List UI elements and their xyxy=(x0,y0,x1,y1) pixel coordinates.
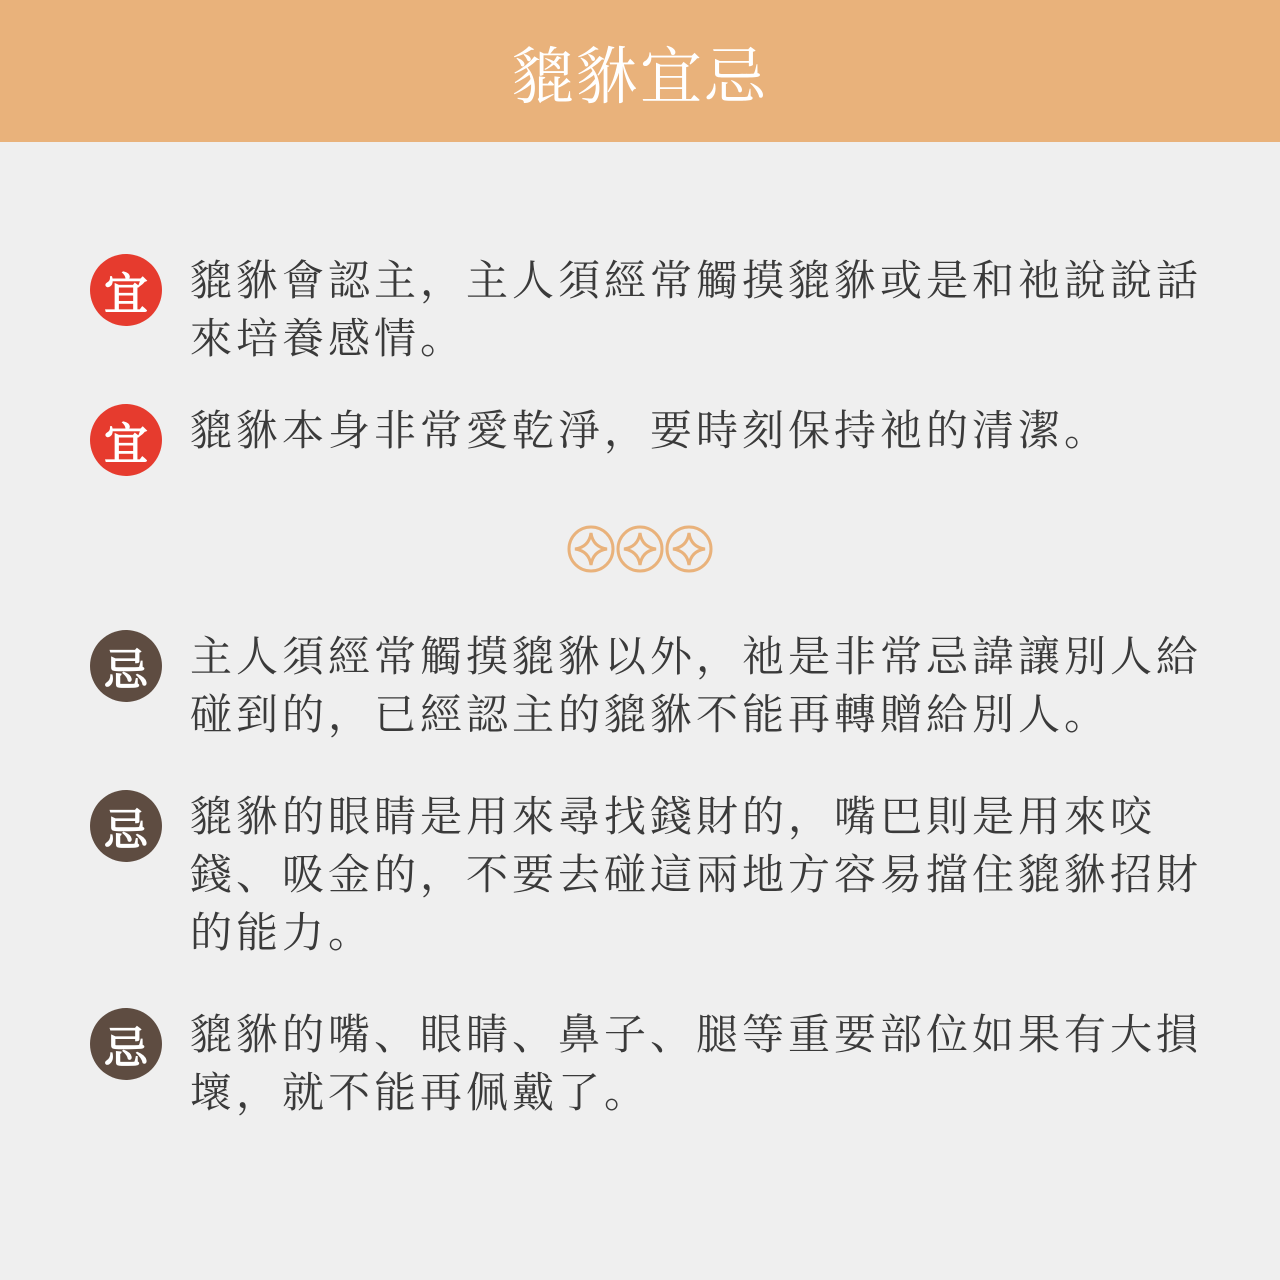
three-coins-icon xyxy=(566,524,714,574)
dont-text-1: 主人須經常觸摸貔貅以外，祂是非常忌諱讓別人給碰到的，已經認主的貔貅不能再轉贈給別人。 xyxy=(190,632,1203,739)
dont-text-3: 貔貅的嘴、眼睛、鼻子、腿等重要部位如果有大損壞，就不能再佩戴了。 xyxy=(190,1010,1203,1117)
good-badge: 宜 xyxy=(90,404,162,476)
do-text-2: 貔貅本身非常愛乾淨，要時刻保持祂的清潔。 xyxy=(190,406,1111,455)
header-bar xyxy=(0,0,1280,142)
coin-icon xyxy=(618,527,662,571)
page-title: 貔貅宜忌 xyxy=(511,39,768,113)
bad-badge: 忌 xyxy=(90,790,162,862)
bad-badge: 忌 xyxy=(90,1008,162,1080)
do-text-1: 貔貅會認主，主人須經常觸摸貔貅或是和祂說說話來培養感情。 xyxy=(190,256,1203,363)
coin-icon xyxy=(667,527,711,571)
coin-icon xyxy=(569,527,613,571)
bad-badge: 忌 xyxy=(90,630,162,702)
dont-text-2: 貔貅的眼睛是用來尋找錢財的，嘴巴則是用來咬錢、吸金的，不要去碰這兩地方容易擋住貔貅招財的能力。 xyxy=(190,792,1203,957)
good-badge: 宜 xyxy=(90,254,162,326)
